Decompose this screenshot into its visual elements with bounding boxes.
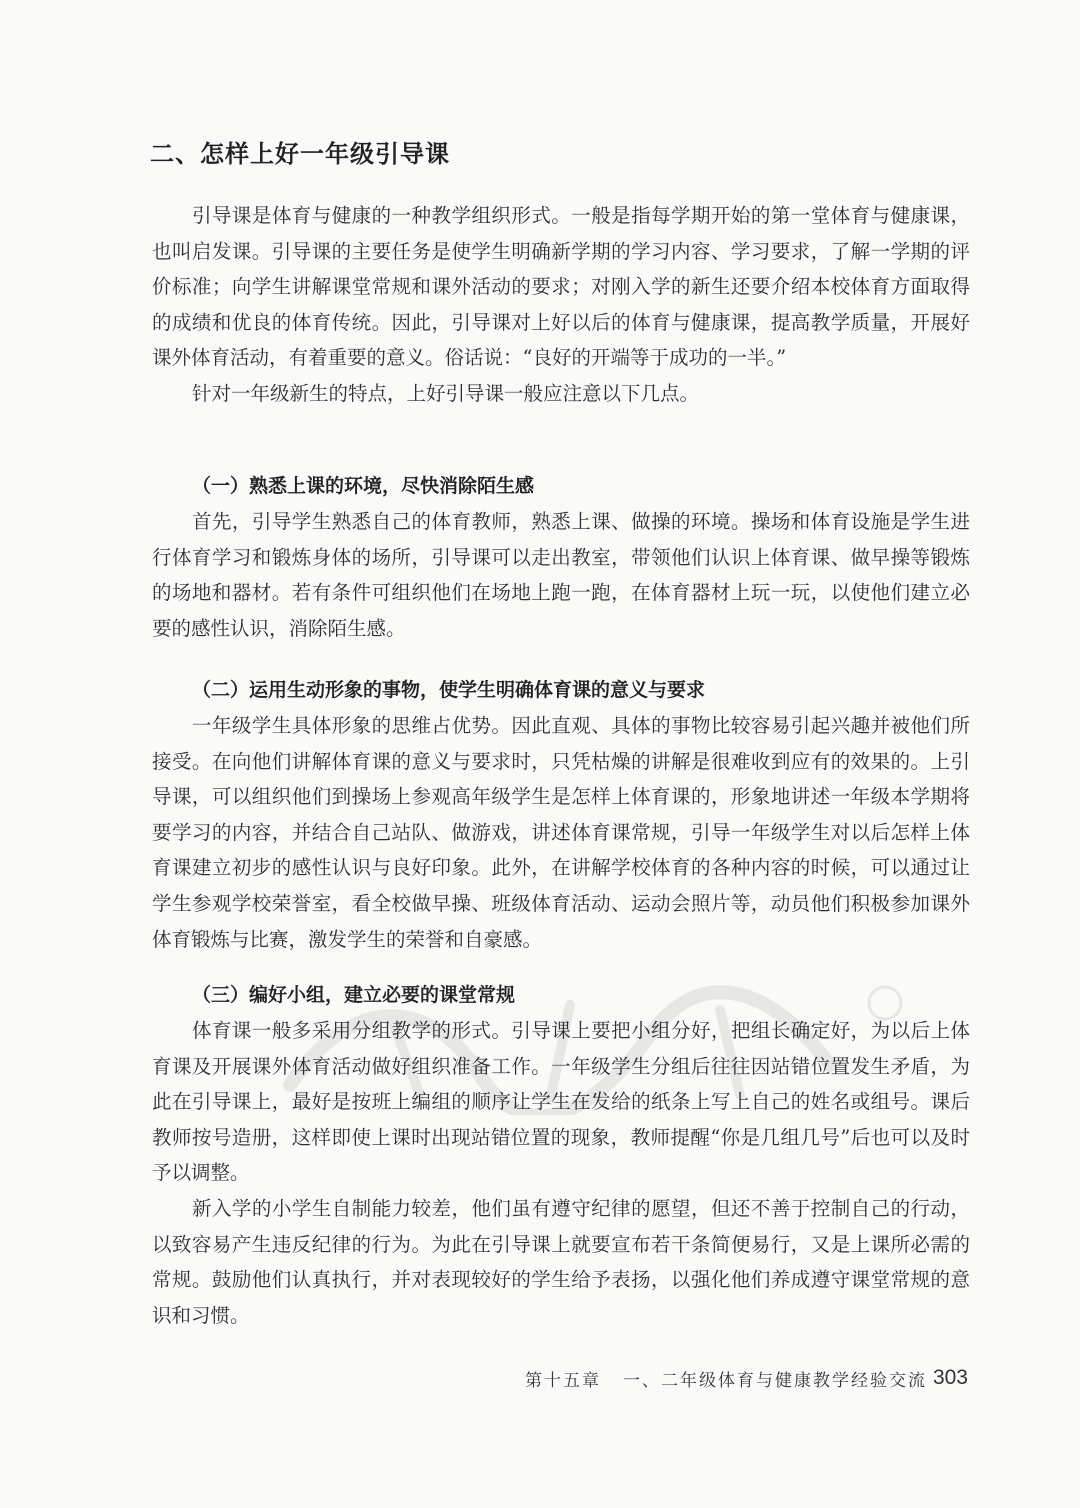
subsection-2-paragraph-1: 一年级学生具体形象的思维占优势。因此直观、具体的事物比较容易引起兴趣并被他们所接受。在向他们讲解体育课的意义与要求时，只凭枯燥的讲解是很难收到应有的效果的。上引导课，可以组织他们到操场上参观高年级学生是怎样上体育课的，形象地讲述一年级本学期将要学习的内容，并结合自己站队、做游戏，讲述体育课常规，引导一年级学生对以后怎样上体育课建立初步的感性认识与良好印象。此外，在讲解学校体育的各种内容的时候，可以通过让学生参观学校荣誉室，看全校做早操、班级体育活动、运动会照片等，动员他们积极参加课外体育锻炼与比赛，激发学生的荣誉和自豪感。 — [152, 714, 970, 951]
subsection-3 — [152, 977, 970, 1333]
subsection-3-paragraph-2: 新入学的小学生自制能力较差，他们虽有遵守纪律的愿望，但还不善于控制自己的行动，以致容易产生违反纪律的行为。为此在引导课上就要宣布若干条简便易行，又是上课所必需的常规。鼓励他们认真执行，并对表现较好的学生给予表扬，以强化他们养成遵守课堂常规的意识和习惯。 — [152, 1196, 970, 1327]
intro-paragraph-2: 针对一年级新生的特点，上好引导课一般应注意以下几点。 — [192, 381, 700, 405]
footer-chapter: 第十五章 — [524, 1370, 601, 1391]
section-title: 二、怎样上好一年级引导课 — [150, 140, 450, 168]
subsection-1-paragraph-1: 首先，引导学生熟悉自己的体育教师，熟悉上课、做操的环境。操场和体育设施是学生进行体育学习和锻炼身体的场所，引导课可以走出教室，带领他们认识上体育课、做早操等锻炼的场地和器材。若有条件可组织他们在场地上跑一跑，在体育器材上玩一玩，以使他们建立必要的感性认识，消除陌生感。 — [152, 510, 970, 640]
subsection-1-title: （一）熟悉上课的环境，尽快消除陌生感 — [192, 475, 535, 497]
intro-block — [152, 198, 970, 412]
intro-paragraph-1: 引导课是体育与健康的一种教学组织形式。一般是指每学期开始的第一堂体育与健康课，也叫启发课。引导课的主要任务是使学生明确新学期的学习内容、学习要求，了解一学期的评价标准；向学生讲解课堂常规和课外活动的要求；对刚入学的新生还要介绍本校体育方面取得的成绩和优良的体育传统。因此，引导课对上好以后的体育与健康课，提高教学质量，开展好课外体育活动，有着重要的意义。俗话说：“良好的开端等于成功的一半。” — [152, 204, 970, 370]
page-footer — [516, 1363, 968, 1393]
page-number: 303 — [932, 1366, 968, 1389]
subsection-3-paragraph-1: 体育课一般多采用分组教学的形式。引导课上要把小组分好，把组长确定好，为以后上体育课及开展课外体育活动做好组织准备工作。一年级学生分组后往往因站错位置发生矛盾，为此在引导课上，最好是按班上编组的顺序让学生在发给的纸条上写上自己的姓名或组号。课后教师按号造册，这样即使上课时出现站错位置的现象，教师提醒“你是几组几号”后也可以及时予以调整。 — [152, 1019, 970, 1185]
subsection-2 — [152, 672, 970, 957]
subsection-2-title: （二）运用生动形象的事物，使学生明确体育课的意义与要求 — [192, 679, 706, 701]
footer-chapter-heading: 一、二年级体育与健康教学经验交流 — [622, 1370, 927, 1391]
subsection-3-title: （三）编好小组，建立必要的课堂常规 — [192, 984, 516, 1006]
subsection-1 — [152, 468, 970, 646]
